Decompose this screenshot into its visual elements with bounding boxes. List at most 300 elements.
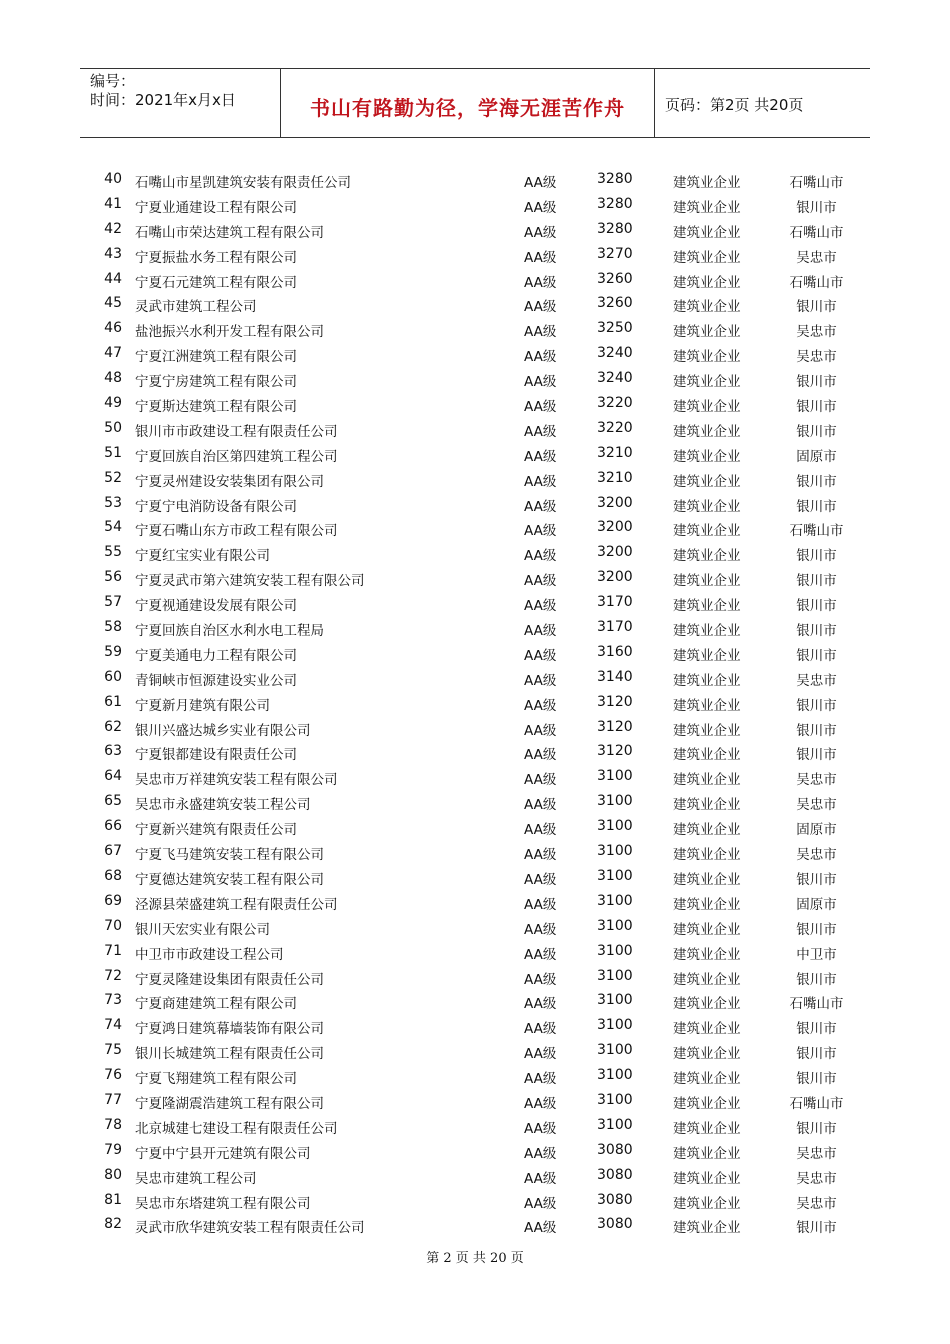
city-name: 银川市 [796,473,837,490]
enterprise-type: 建筑业企业 [673,374,741,391]
enterprise-type: 建筑业企业 [673,871,741,888]
city-name: 银川市 [796,374,837,391]
credit-score: 3220 [597,419,633,436]
table-row [0,789,950,814]
header-motto-cell [281,69,655,137]
company-name: 中卫市市政建设工程公司 [135,946,284,963]
company-name: 银川兴盛达城乡实业有限公司 [135,722,311,739]
city-name: 银川市 [796,199,837,216]
enterprise-type: 建筑业企业 [673,822,741,839]
company-name: 灵武市建筑工程公司 [135,299,257,316]
table-row [0,1013,950,1038]
company-name: 银川长城建筑工程有限责任公司 [135,1046,324,1063]
number-label: 编号： [90,72,136,90]
row-number: 68 [104,867,122,884]
table-row [0,515,950,540]
city-name: 银川市 [796,1046,837,1063]
city-name: 银川市 [796,697,837,714]
credit-grade: AA级 [524,374,557,391]
credit-score: 3120 [597,693,633,710]
row-number: 63 [104,743,122,760]
city-name: 固原市 [796,448,837,465]
enterprise-type: 建筑业企业 [673,1120,741,1137]
enterprise-type: 建筑业企业 [673,722,741,739]
city-name: 石嘴山市 [789,224,844,241]
enterprise-type: 建筑业企业 [673,772,741,789]
credit-grade: AA级 [524,697,557,714]
credit-grade: AA级 [524,996,557,1013]
credit-score: 3210 [597,444,633,461]
company-list [0,167,950,1237]
row-number: 66 [104,818,122,835]
table-row [0,1138,950,1163]
table-row [0,665,950,690]
company-name: 银川天宏实业有限公司 [135,921,270,938]
table-row [0,341,950,366]
row-number: 48 [104,370,122,387]
row-number: 76 [104,1067,122,1084]
row-number: 51 [104,444,122,461]
table-row [0,615,950,640]
credit-grade: AA级 [524,473,557,490]
city-name: 银川市 [796,647,837,664]
credit-grade: AA级 [524,1145,557,1162]
credit-grade: AA级 [524,498,557,515]
table-row [0,1038,950,1063]
table-row [0,441,950,466]
company-name: 青铜峡市恒源建设实业公司 [135,672,297,689]
row-number: 56 [104,569,122,586]
city-name: 银川市 [796,722,837,739]
company-name: 宁夏宁电消防设备有限公司 [135,498,297,515]
company-name: 宁夏灵隆建设集团有限责任公司 [135,971,324,988]
city-name: 石嘴山市 [789,1095,844,1112]
credit-grade: AA级 [524,299,557,316]
row-number: 53 [104,494,122,511]
row-number: 54 [104,519,122,536]
city-name: 石嘴山市 [789,996,844,1013]
credit-score: 3120 [597,743,633,760]
company-name: 宁夏新月建筑有限公司 [135,697,270,714]
city-name: 银川市 [796,498,837,515]
enterprise-type: 建筑业企业 [673,349,741,366]
enterprise-type: 建筑业企业 [673,747,741,764]
company-name: 宁夏灵武市第六建筑安装工程有限公司 [135,573,365,590]
enterprise-type: 建筑业企业 [673,324,741,341]
row-number: 59 [104,643,122,660]
time-label: 时间：2021年x月x日 [90,91,236,109]
company-name: 宁夏中宁县开元建筑有限公司 [135,1145,311,1162]
company-name: 北京城建七建设工程有限责任公司 [135,1120,338,1137]
table-row [0,291,950,316]
company-name: 银川市市政建设工程有限责任公司 [135,423,338,440]
row-number: 73 [104,992,122,1009]
row-number: 79 [104,1141,122,1158]
credit-score: 3080 [597,1216,633,1233]
credit-grade: AA级 [524,847,557,864]
city-name: 银川市 [796,971,837,988]
table-row [0,565,950,590]
city-name: 银川市 [796,747,837,764]
credit-grade: AA级 [524,349,557,366]
table-row [0,764,950,789]
company-name: 吴忠市万祥建筑安装工程有限公司 [135,772,338,789]
credit-score: 3100 [597,917,633,934]
enterprise-type: 建筑业企业 [673,797,741,814]
credit-score: 3200 [597,544,633,561]
row-number: 40 [104,171,122,187]
city-name: 银川市 [796,1120,837,1137]
credit-grade: AA级 [524,523,557,540]
enterprise-type: 建筑业企业 [673,199,741,216]
credit-score: 3170 [597,619,633,636]
city-name: 银川市 [796,299,837,316]
company-name: 宁夏美通电力工程有限公司 [135,647,297,664]
credit-score: 3170 [597,594,633,611]
company-name: 泾源县荣盛建筑工程有限责任公司 [135,896,338,913]
company-name: 宁夏银都建设有限责任公司 [135,747,297,764]
credit-score: 3120 [597,718,633,735]
credit-grade: AA级 [524,896,557,913]
credit-grade: AA级 [524,672,557,689]
company-name: 宁夏商建建筑工程有限公司 [135,996,297,1013]
credit-grade: AA级 [524,647,557,664]
header-info-cell [80,69,281,137]
credit-score: 3100 [597,1067,633,1084]
row-number: 78 [104,1116,122,1133]
credit-grade: AA级 [524,274,557,291]
row-number: 82 [104,1216,122,1233]
enterprise-type: 建筑业企业 [673,647,741,664]
company-name: 吴忠市永盛建筑安装工程公司 [135,797,311,814]
table-row [0,466,950,491]
table-row [0,914,950,939]
row-number: 44 [104,270,122,287]
credit-grade: AA级 [524,249,557,266]
city-name: 吴忠市 [796,847,837,864]
table-row [0,1088,950,1113]
city-name: 固原市 [796,822,837,839]
row-number: 71 [104,942,122,959]
enterprise-type: 建筑业企业 [673,399,741,416]
credit-grade: AA级 [524,797,557,814]
table-row [0,167,950,192]
credit-grade: AA级 [524,1220,557,1237]
company-name: 宁夏德达建筑安装工程有限公司 [135,871,324,888]
table-row [0,217,950,242]
company-name: 宁夏斯达建筑工程有限公司 [135,399,297,416]
enterprise-type: 建筑业企业 [673,672,741,689]
credit-score: 3200 [597,519,633,536]
table-row [0,491,950,516]
table-row [0,540,950,565]
table-row [0,715,950,740]
table-row [0,1113,950,1138]
credit-grade: AA级 [524,772,557,789]
city-name: 银川市 [796,921,837,938]
table-row [0,1212,950,1237]
table-row [0,988,950,1013]
credit-score: 3100 [597,1116,633,1133]
credit-grade: AA级 [524,921,557,938]
city-name: 吴忠市 [796,1145,837,1162]
credit-score: 3140 [597,668,633,685]
row-number: 74 [104,1017,122,1034]
row-number: 72 [104,967,122,984]
company-name: 宁夏飞翔建筑工程有限公司 [135,1071,297,1088]
city-name: 银川市 [796,1220,837,1237]
row-number: 67 [104,843,122,860]
city-name: 固原市 [796,896,837,913]
table-row [0,690,950,715]
credit-grade: AA级 [524,548,557,565]
city-name: 银川市 [796,1021,837,1038]
credit-score: 3260 [597,295,633,312]
city-name: 吴忠市 [796,797,837,814]
row-number: 41 [104,195,122,212]
row-number: 45 [104,295,122,312]
company-name: 宁夏飞马建筑安装工程有限公司 [135,847,324,864]
company-name: 宁夏江洲建筑工程有限公司 [135,349,297,366]
enterprise-type: 建筑业企业 [673,697,741,714]
city-name: 吴忠市 [796,1170,837,1187]
row-number: 58 [104,619,122,636]
city-name: 吴忠市 [796,672,837,689]
credit-score: 3100 [597,867,633,884]
enterprise-type: 建筑业企业 [673,1021,741,1038]
credit-score: 3100 [597,1017,633,1034]
table-row [0,1188,950,1213]
enterprise-type: 建筑业企业 [673,175,741,191]
row-number: 55 [104,544,122,561]
credit-grade: AA级 [524,448,557,465]
row-number: 47 [104,345,122,362]
credit-score: 3100 [597,793,633,810]
credit-score: 3100 [597,967,633,984]
credit-score: 3100 [597,843,633,860]
enterprise-type: 建筑业企业 [673,996,741,1013]
enterprise-type: 建筑业企业 [673,1071,741,1088]
credit-grade: AA级 [524,1021,557,1038]
credit-score: 3200 [597,569,633,586]
row-number: 80 [104,1166,122,1183]
credit-score: 3200 [597,494,633,511]
company-name: 宁夏石元建筑工程有限公司 [135,274,297,291]
row-number: 43 [104,245,122,262]
row-number: 65 [104,793,122,810]
company-name: 石嘴山市星凯建筑安装有限责任公司 [135,175,351,191]
credit-score: 3240 [597,345,633,362]
enterprise-type: 建筑业企业 [673,299,741,316]
credit-grade: AA级 [524,871,557,888]
credit-score: 3100 [597,942,633,959]
credit-score: 3080 [597,1191,633,1208]
credit-grade: AA级 [524,1046,557,1063]
company-name: 宁夏振盐水务工程有限公司 [135,249,297,266]
enterprise-type: 建筑业企业 [673,1195,741,1212]
credit-score: 3100 [597,1091,633,1108]
credit-grade: AA级 [524,224,557,241]
credit-score: 3220 [597,395,633,412]
credit-grade: AA级 [524,324,557,341]
row-number: 50 [104,419,122,436]
row-number: 77 [104,1091,122,1108]
table-row [0,964,950,989]
city-name: 石嘴山市 [789,274,844,291]
table-row [0,814,950,839]
credit-grade: AA级 [524,598,557,615]
company-name: 石嘴山市荣达建筑工程有限公司 [135,224,324,241]
row-number: 70 [104,917,122,934]
credit-grade: AA级 [524,399,557,416]
table-row [0,640,950,665]
company-name: 宁夏回族自治区水利水电工程局 [135,623,324,640]
city-name: 石嘴山市 [789,175,844,191]
credit-grade: AA级 [524,946,557,963]
city-name: 石嘴山市 [789,523,844,540]
city-name: 吴忠市 [796,772,837,789]
row-number: 57 [104,594,122,611]
credit-score: 3250 [597,320,633,337]
enterprise-type: 建筑业企业 [673,971,741,988]
city-name: 中卫市 [796,946,837,963]
city-name: 银川市 [796,548,837,565]
header-page-cell [655,69,870,137]
enterprise-type: 建筑业企业 [673,1170,741,1187]
row-number: 64 [104,768,122,785]
enterprise-type: 建筑业企业 [673,274,741,291]
city-name: 银川市 [796,1071,837,1088]
page-number-label: 页码：第2页 共20页 [665,96,804,114]
credit-grade: AA级 [524,423,557,440]
row-number: 61 [104,693,122,710]
enterprise-type: 建筑业企业 [673,847,741,864]
company-name: 吴忠市建筑工程公司 [135,1170,257,1187]
company-name: 宁夏红宝实业有限公司 [135,548,270,565]
company-name: 宁夏灵州建设安装集团有限公司 [135,473,324,490]
motto-text: 书山有路勤为径，学海无涯苦作舟 [310,96,625,120]
enterprise-type: 建筑业企业 [673,423,741,440]
table-row [0,192,950,217]
credit-score: 3280 [597,220,633,237]
row-number: 52 [104,469,122,486]
enterprise-type: 建筑业企业 [673,1145,741,1162]
table-row [0,391,950,416]
credit-grade: AA级 [524,1170,557,1187]
city-name: 银川市 [796,423,837,440]
table-row [0,1163,950,1188]
table-row [0,839,950,864]
city-name: 吴忠市 [796,349,837,366]
row-number: 49 [104,395,122,412]
credit-score: 3100 [597,992,633,1009]
credit-grade: AA级 [524,747,557,764]
city-name: 银川市 [796,399,837,416]
credit-grade: AA级 [524,1071,557,1088]
enterprise-type: 建筑业企业 [673,921,741,938]
row-number: 46 [104,320,122,337]
table-row [0,889,950,914]
credit-grade: AA级 [524,175,557,191]
credit-score: 3270 [597,245,633,262]
credit-grade: AA级 [524,822,557,839]
table-row [0,366,950,391]
credit-grade: AA级 [524,971,557,988]
credit-score: 3280 [597,171,633,187]
city-name: 银川市 [796,573,837,590]
company-name: 宁夏新兴建筑有限责任公司 [135,822,297,839]
enterprise-type: 建筑业企业 [673,946,741,963]
city-name: 银川市 [796,598,837,615]
page-header [80,68,870,138]
credit-grade: AA级 [524,573,557,590]
city-name: 吴忠市 [796,324,837,341]
credit-score: 3210 [597,469,633,486]
row-number: 75 [104,1042,122,1059]
enterprise-type: 建筑业企业 [673,896,741,913]
enterprise-type: 建筑业企业 [673,1220,741,1237]
credit-score: 3280 [597,195,633,212]
enterprise-type: 建筑业企业 [673,473,741,490]
enterprise-type: 建筑业企业 [673,1046,741,1063]
credit-grade: AA级 [524,1095,557,1112]
enterprise-type: 建筑业企业 [673,573,741,590]
city-name: 吴忠市 [796,249,837,266]
table-row [0,242,950,267]
enterprise-type: 建筑业企业 [673,498,741,515]
credit-score: 3100 [597,768,633,785]
credit-grade: AA级 [524,1120,557,1137]
credit-score: 3100 [597,1042,633,1059]
row-number: 62 [104,718,122,735]
credit-score: 3240 [597,370,633,387]
credit-score: 3160 [597,643,633,660]
enterprise-type: 建筑业企业 [673,1095,741,1112]
row-number: 69 [104,892,122,909]
enterprise-type: 建筑业企业 [673,249,741,266]
company-name: 宁夏业通建设工程有限公司 [135,199,297,216]
company-name: 宁夏鸿日建筑幕墙装饰有限公司 [135,1021,324,1038]
table-row [0,739,950,764]
enterprise-type: 建筑业企业 [673,598,741,615]
table-row [0,316,950,341]
company-name: 宁夏宁房建筑工程有限公司 [135,374,297,391]
table-row [0,864,950,889]
page-footer: 第 2 页 共 20 页 [426,1251,524,1266]
credit-grade: AA级 [524,1195,557,1212]
company-name: 宁夏回族自治区第四建筑工程公司 [135,448,338,465]
credit-grade: AA级 [524,722,557,739]
row-number: 81 [104,1191,122,1208]
enterprise-type: 建筑业企业 [673,548,741,565]
row-number: 42 [104,220,122,237]
company-name: 盐池振兴水利开发工程有限公司 [135,324,324,341]
table-row [0,590,950,615]
table-row [0,1063,950,1088]
company-name: 宁夏石嘴山东方市政工程有限公司 [135,523,338,540]
enterprise-type: 建筑业企业 [673,448,741,465]
enterprise-type: 建筑业企业 [673,523,741,540]
credit-grade: AA级 [524,623,557,640]
enterprise-type: 建筑业企业 [673,623,741,640]
credit-score: 3080 [597,1141,633,1158]
credit-score: 3080 [597,1166,633,1183]
credit-grade: AA级 [524,199,557,216]
row-number: 60 [104,668,122,685]
city-name: 吴忠市 [796,1195,837,1212]
city-name: 银川市 [796,871,837,888]
enterprise-type: 建筑业企业 [673,224,741,241]
